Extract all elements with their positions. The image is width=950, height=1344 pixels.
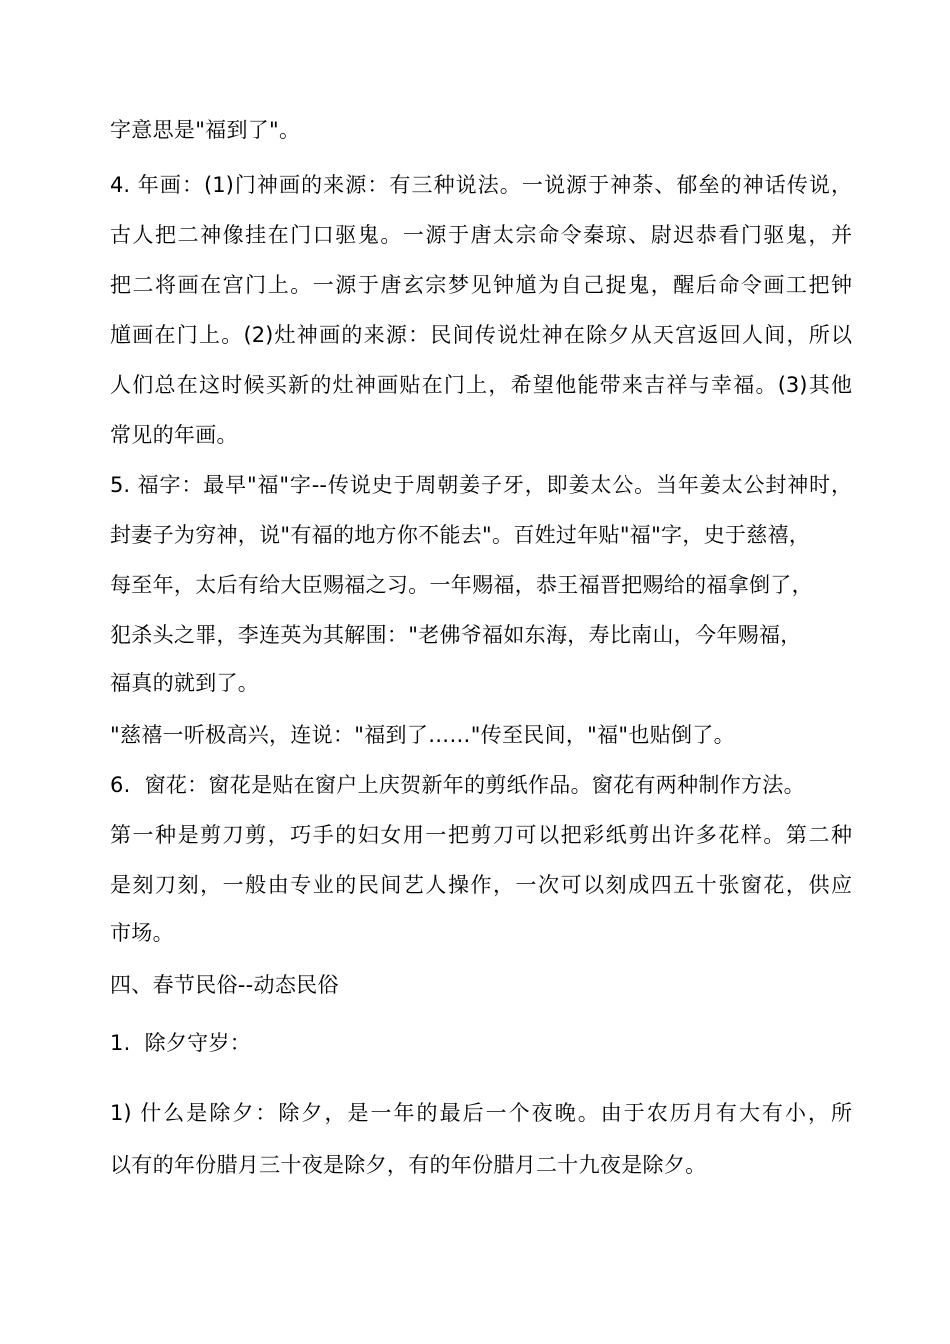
- text-line: 常见的年画。: [110, 423, 238, 447]
- text-line: 是刻刀刻，一般由专业的民间艺人操作，一次可以刻成四五十张窗花，供应: [110, 873, 852, 897]
- section-heading: 四、春节民俗--动态民俗: [110, 973, 339, 997]
- text-line: 把二将画在宫门上。一源于唐玄宗梦见钟馗为自己捉鬼，醒后命令画工把钟: [110, 273, 852, 297]
- text-line: 古人把二神像挂在门口驱鬼。一源于唐太宗命令秦琼、尉迟恭看门驱鬼，并: [110, 223, 852, 247]
- text-line: 犯杀头之罪，李连英为其解围："老佛爷福如东海，寿比南山，今年赐福，: [110, 623, 802, 647]
- text-line: 以有的年份腊月三十夜是除夕，有的年份腊月二十九夜是除夕。: [110, 1153, 707, 1177]
- subsection-heading: 1. 除夕守岁：: [110, 1031, 252, 1055]
- text-line: 4. 年画：(1)门神画的来源：有三种说法。一说源于神荼、郁垒的神话传说，: [110, 173, 852, 197]
- text-line: 每至年，太后有给大臣赐福之习。一年赐福，恭王福晋把赐给的福拿倒了，: [110, 573, 813, 597]
- text-line: 福真的就到了。: [110, 671, 260, 695]
- text-line: 5. 福字：最早"福"字--传说史于周朝姜子牙，即姜太公。当年姜太公封神时，: [110, 473, 852, 497]
- text-line: 1) 什么是除夕：除夕，是一年的最后一个夜晚。由于农历月有大有小，所: [110, 1101, 852, 1125]
- text-line: 封妻子为穷神，说"有福的地方你不能去"。百姓过年贴"福"字，史于慈禧，: [110, 523, 811, 547]
- text-line: 6. 窗花：窗花是贴在窗户上庆贺新年的剪纸作品。窗花有两种制作方法。: [110, 773, 805, 797]
- text-line: "慈禧一听极高兴，连说："福到了……"传至民间，"福"也贴倒了。: [110, 723, 735, 747]
- text-line: 人们总在这时候买新的灶神画贴在门上，希望他能带来吉祥与幸福。(3)其他: [110, 373, 852, 397]
- text-line: 市场。: [110, 921, 174, 945]
- text-line: 字意思是"福到了"。: [110, 118, 301, 142]
- text-line: 馗画在门上。(2)灶神画的来源：民间传说灶神在除夕从天宫返回人间，所以: [110, 323, 852, 347]
- text-line: 第一种是剪刀剪，巧手的妇女用一把剪刀可以把彩纸剪出许多花样。第二种: [110, 823, 852, 847]
